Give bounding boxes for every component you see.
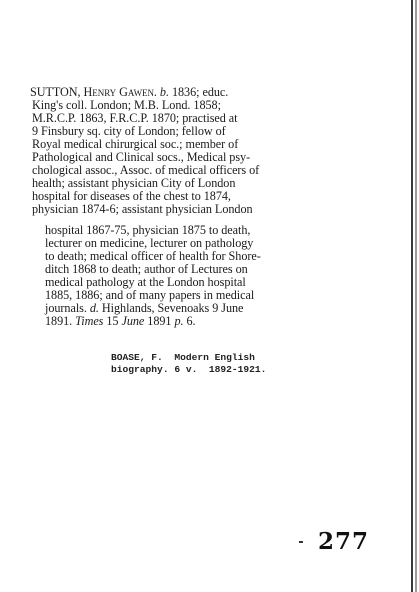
entry-line: M.R.C.P. 1863, F.R.C.P. 1870; practised at — [32, 111, 238, 125]
source-note-line: BOASE, F. Modern English — [111, 352, 255, 363]
entry-line: hospital for diseases of the chest to 1874, — [32, 189, 231, 203]
born-abbrev: b. — [159, 85, 169, 99]
entry-line: health; assistant physician City of London — [32, 176, 236, 190]
source-title: Times — [75, 314, 104, 328]
page-number: 277 — [318, 528, 370, 555]
source-note-line: biography. 6 v. 1892-1921. — [111, 364, 267, 375]
entry-line: 1891. Times 15 June 1891 p. 6. — [45, 314, 196, 328]
entry-line: chological assoc., Assoc. of medical officers of — [32, 163, 260, 177]
died-abbrev: d. — [89, 301, 99, 315]
entry-line: Pathological and Clinical socs., Medical psy- — [32, 150, 251, 164]
entry-line: to death; medical officer of health for Shore- — [45, 249, 261, 263]
entry-line: Royal medical chirurgical soc.; member of — [32, 137, 239, 151]
entry-line: lecturer on medicine, lecturer on pathology — [45, 236, 254, 250]
entry-line: 9 Finsbury sq. city of London; fellow of — [32, 124, 226, 138]
entry-forename: Henry Gawen. — [83, 85, 157, 99]
entry-line: 1885, 1886; and of many papers in medical — [45, 288, 255, 302]
entry-line: King's coll. London; M.B. Lond. 1858; — [32, 98, 221, 112]
entry-name: SUTTON, — [30, 85, 84, 99]
entry-line: physician 1874-6; assistant physician London — [32, 202, 253, 216]
entry-line: hospital 1867-75, physician 1875 to death, — [45, 223, 251, 237]
entry-line: ditch 1868 to death; author of Lectures on — [45, 262, 248, 276]
card-edge — [411, 0, 413, 592]
entry-text: 1836; educ. — [168, 85, 229, 99]
entry-line: medical pathology at the London hospital — [45, 275, 246, 289]
card-edge-shadow — [415, 0, 417, 592]
entry-line: journals. d. Highlands, Sevenoaks 9 June — [45, 301, 244, 315]
dash-mark — [299, 541, 303, 543]
